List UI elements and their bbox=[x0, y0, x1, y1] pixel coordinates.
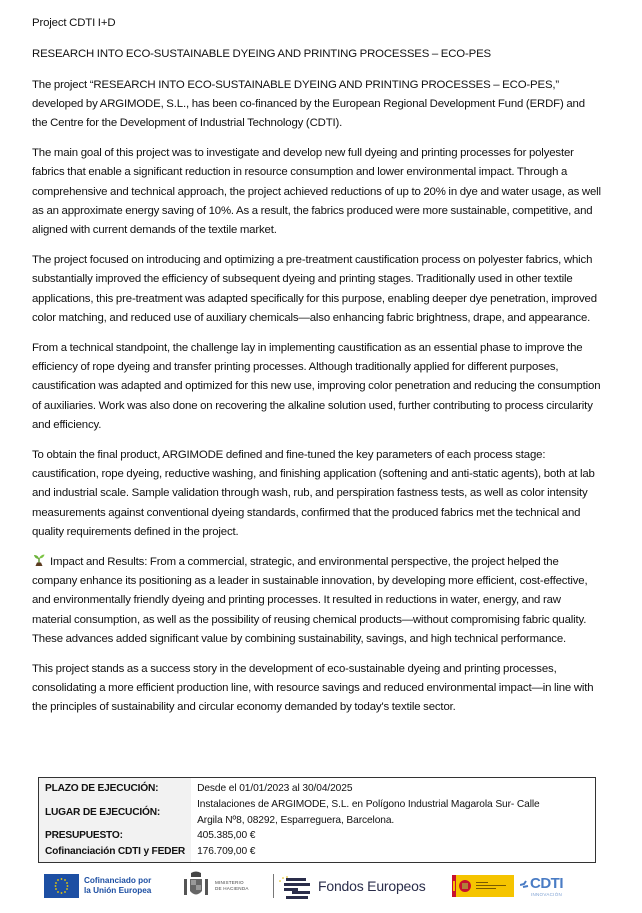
table-row bbox=[39, 797, 596, 829]
paragraph-main-goal: The main goal of this project was to investigate and develop new full dyeing and printing processes for polyester fabrics that enable a significant reduction in resource consumption and lower environmental impact. Through a comprehensive and technical approach, the project achieved reductions of up to 20% in dye and water usage, as well as an approximate energy saving of 10%. As a result, the fabrics produced were more sustainable, competitive, and aligned with current demands of the textile market. bbox=[32, 146, 601, 237]
gobierno-espana-logo bbox=[452, 866, 514, 906]
paragraph-final-product: To obtain the final product, ARGIMODE defined and fine-tuned the key parameters of each process stage: caustification, rope dyeing, reductive washing, and finishing application (softening and anti-static agents), both at lab and industrial scale. Sample validation through wash, rub, and perspiration fastness tests, as well as color intensity measurements against conventional dyeing standards, confirmed that the produced fabrics met the technical and quality requirements defined in the project. bbox=[32, 448, 595, 538]
paragraph-impact bbox=[32, 553, 602, 649]
fondos-europeos-label: Fondos Europeos bbox=[318, 878, 426, 894]
ministry-line2: DE HACIENDA bbox=[215, 886, 249, 891]
eu-logo-line1: Cofinanciado por bbox=[84, 876, 152, 885]
row-label: LUGAR DE EJECUCIÓN: bbox=[39, 797, 192, 829]
document-body bbox=[32, 14, 602, 728]
paragraph-closing: This project stands as a success story in the development of eco-sustainable dyeing and printing processes, consolidating a more efficient production line, with resource savings and reduced environmental impact—in line with the principles of sustainability and circular economy demanded by today's textile sector. bbox=[32, 662, 594, 714]
cdti-swoosh-icon bbox=[520, 879, 530, 889]
table-row bbox=[39, 828, 596, 844]
eu-cofinanced-logo bbox=[44, 866, 151, 906]
table-row bbox=[39, 778, 596, 797]
coat-of-arms-icon bbox=[182, 871, 210, 901]
project-info-table bbox=[38, 777, 596, 863]
cdti-subtitle: INNOVACIÓN bbox=[530, 892, 563, 897]
funding-logos bbox=[0, 866, 642, 906]
paragraph-technical: From a technical standpoint, the challenge lay in implementing caustification as an essential phase to improve the efficiency of rope dyeing and transfer printing processes. Although traditionally applied for different purposes, caustification was adapted and optimized for this new use, improving color penetration and reducing the consumption of auxiliaries. Work was also done on recovering the alkaline solution used, further contributing to process circularity and efficiency. bbox=[32, 341, 601, 431]
ministry-line1: MINISTERIO bbox=[215, 880, 244, 885]
fondos-europeos-logo bbox=[278, 866, 426, 906]
ministerio-hacienda-logo bbox=[182, 866, 274, 906]
logo-divider bbox=[273, 874, 274, 898]
table-row bbox=[39, 844, 596, 862]
row-value: Desde el 01/01/2023 al 30/04/2025 bbox=[191, 778, 595, 797]
row-label: Cofinanciación CDTI y FEDER bbox=[39, 844, 192, 862]
row-label: PRESUPUESTO: bbox=[39, 828, 192, 844]
eu-logo-line2: la Unión Europea bbox=[84, 886, 152, 895]
paragraph-intro: The project “RESEARCH INTO ECO-SUSTAINABLE DYEING AND PRINTING PROCESSES – ECO-PES,” developed by ARGIMODE, S.L., has been co-financed by the European Regional Development Fund (ERDF) and the Centre for the Development of Industrial Technology (CDTI). bbox=[32, 78, 585, 130]
cdti-logo bbox=[520, 866, 563, 906]
row-label: PLAZO DE EJECUCIÓN: bbox=[39, 778, 192, 797]
fondos-europeos-icon bbox=[278, 872, 312, 900]
row-value bbox=[191, 797, 595, 829]
row-value-line: Argila Nº8, 08292, Esparreguera, Barcelona. bbox=[197, 814, 395, 826]
eu-flag-icon bbox=[44, 874, 79, 898]
project-kicker: Project CDTI I+D bbox=[32, 17, 116, 29]
spain-government-icon bbox=[452, 875, 514, 897]
row-value: 176.709,00 € bbox=[191, 844, 595, 862]
cdti-wordmark: CDTI bbox=[530, 875, 563, 892]
project-title: RESEARCH INTO ECO-SUSTAINABLE DYEING AND PRINTING PROCESSES – ECO-PES bbox=[32, 47, 492, 60]
impact-text: Impact and Results: From a commercial, strategic, and environmental perspective, the project helped the company enhance its positioning as a leader in sustainable innovation, by developing more efficient, cost-effective, and environmentally friendly dyeing and printing processes. It resulted in reductions in water, energy, and raw material consumption, as well as the possibility of reusing chemical products—without compromising fabric quality. These advances added significant value by combining sustainability, savings, and high technical performance. bbox=[32, 555, 588, 645]
sprout-icon bbox=[32, 553, 46, 566]
row-value: 405.385,00 € bbox=[191, 828, 595, 844]
paragraph-pretreatment: The project focused on introducing and optimizing a pre-treatment caustification process on polyester fabrics, which substantially improved the efficiency of subsequent dyeing and printing stages. Traditionally used in other textile applications, this pre-treatment was adapted specifically for this purpose, enabling deeper dye penetration, improved color matching, and reduced use of auxiliary chemicals—also enhancing fabric brightness, drape, and appearance. bbox=[32, 253, 597, 324]
row-value-line: Instalaciones de ARGIMODE, S.L. en Polígono Industrial Magarola Sur- Calle bbox=[197, 798, 540, 810]
